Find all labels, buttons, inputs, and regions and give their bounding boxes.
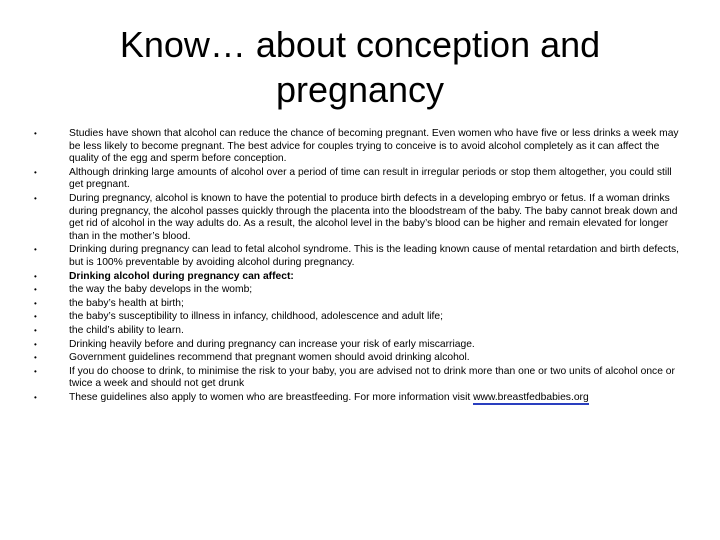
bullet-item-fetal-alcohol-syndrome	[34, 244, 682, 269]
bullet-icon: •	[34, 298, 37, 308]
bullet-item-government-guidelines	[34, 352, 682, 365]
bullet-text: Drinking heavily before and during pregnancy can increase your risk of early miscarriage.	[69, 338, 475, 350]
bullet-icon: •	[34, 193, 37, 203]
bullet-icon: •	[34, 366, 37, 376]
bullet-text: the baby’s health at birth;	[69, 297, 184, 309]
bullet-icon: •	[34, 129, 37, 138]
bullet-item-drinking-advice	[34, 366, 682, 391]
bullet-item-irregular-periods	[34, 167, 682, 192]
bullet-text: Drinking during pregnancy can lead to fetal alcohol syndrome. This is the leading known cause of mental retardation and birth defects, but is 100% preventable by avoiding alcohol during pregnancy.	[69, 244, 679, 268]
bullet-item-breastfeeding	[34, 392, 682, 405]
bullet-item-birth-defects	[34, 193, 682, 243]
bullet-text: Although drinking large amounts of alcohol over a period of time can result in irregular periods or stop them altogether, you could still get pregnant.	[69, 166, 672, 191]
bullet-text: the child’s ability to learn.	[69, 324, 184, 336]
bullet-text: Government guidelines recommend that pregnant women should avoid drinking alcohol.	[69, 352, 470, 364]
bullet-text: If you do choose to drink, to minimise the risk to your baby, you are advised not to drink more than one or two units of alcohol once or twice a week and should not get drunk	[69, 365, 675, 390]
bullet-item-health-at-birth	[34, 298, 682, 311]
bullet-text: These guidelines also apply to women who are breastfeeding. For more information visit	[69, 391, 474, 403]
bullet-icon: •	[34, 339, 37, 349]
bullet-list	[34, 128, 682, 405]
bullet-item-alcohol-conception	[34, 128, 682, 166]
bullet-item-ability-to-learn	[34, 325, 682, 338]
bullet-icon: •	[34, 245, 37, 255]
slide-title: Know… about conception and pregnancy	[119, 24, 601, 110]
bullet-icon: •	[34, 353, 37, 363]
bullet-icon: •	[34, 312, 37, 322]
bullet-icon: •	[34, 285, 37, 295]
bullet-icon: •	[34, 392, 37, 402]
bullet-text: During pregnancy, alcohol is known to have the potential to produce birth defects in a developing embryo or fetus. If a woman drinks during pregnancy, the alcohol passes quickly through the placenta into the bloodstream of the baby. The baby cannot break down and get rid of alcohol in the way adults do. As a result, the alcohol level in the baby’s blood can be higher and remain elevated for longer than in the mother’s blood.	[69, 192, 678, 242]
bullet-text: Studies have shown that alcohol can reduce the chance of becoming pregnant. Even women who have five or less drinks a week may be less likely to become pregnant. The best advice for couples trying to conceive is to avoid alcohol completely as it can affect the quality of the egg and sperm before conception.	[69, 128, 679, 165]
breastfedbabies-link[interactable]: www.breastfedbabies.org	[473, 391, 589, 403]
bullet-item-susceptibility	[34, 311, 682, 324]
bullet-text: Drinking alcohol during pregnancy can affect:	[69, 270, 294, 282]
bullet-text: the way the baby develops in the womb;	[69, 284, 253, 296]
bullet-icon: •	[34, 271, 37, 281]
bullet-text: the baby’s susceptibility to illness in infancy, childhood, adolescence and adult life;	[69, 311, 443, 323]
bullet-item-can-affect-heading	[34, 271, 682, 284]
bullet-item-development	[34, 284, 682, 297]
bullet-icon: •	[34, 325, 37, 335]
bullet-item-miscarriage	[34, 339, 682, 352]
bullet-icon: •	[34, 167, 37, 177]
